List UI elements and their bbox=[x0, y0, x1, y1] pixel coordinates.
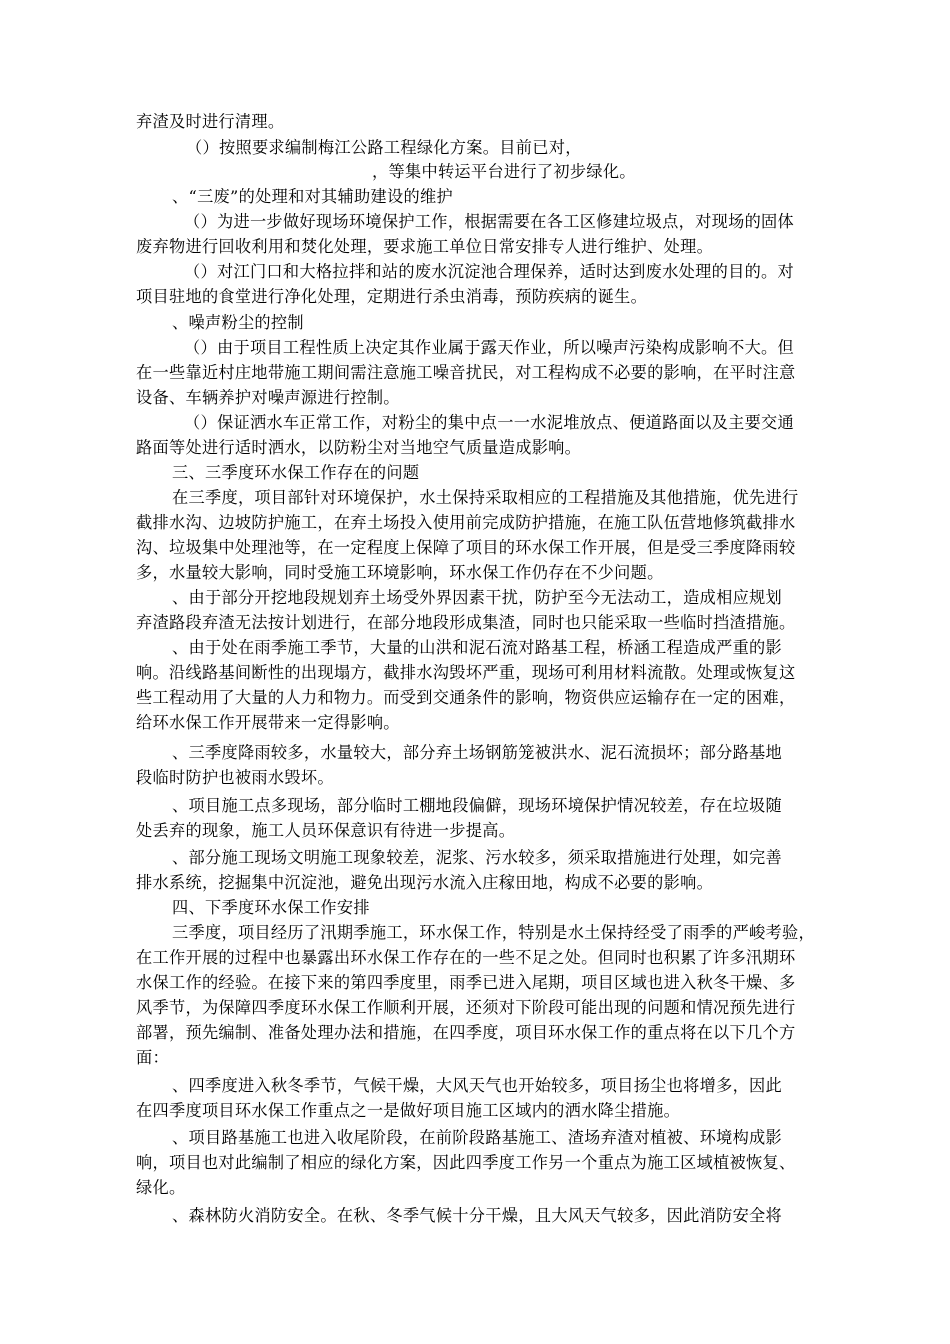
text-line: 、部分施工现场文明施工现象较差，泥浆、污水较多，须采取措施进行处理，如完善 bbox=[172, 848, 783, 867]
section-heading: 、噪声粉尘的控制 bbox=[172, 313, 304, 332]
text-line: 、由于部分开挖地段规划弃土场受外界因素干扰，防护至今无法动工，造成相应规划 bbox=[172, 588, 783, 607]
text-line: 些工程动用了大量的人力和物力。而受到交通条件的影响，物资供应运输存在一定的困难， bbox=[136, 688, 796, 707]
text-line: 路面等处进行适时洒水，以防粉尘对当地空气质量造成影响。 bbox=[136, 438, 582, 457]
section-heading: 三、三季度环水保工作存在的问题 bbox=[172, 463, 420, 482]
text-line: 在一些靠近村庄地带施工期间需注意施工噪音扰民，对工程构成不必要的影响，在平时注意 bbox=[136, 363, 796, 382]
text-line: 、森林防火消防安全。在秋、冬季气候十分干燥，且大风天气较多，因此消防安全将 bbox=[172, 1206, 783, 1225]
text-line: 弃渣路段弃渣无法按计划进行，在部分地段形成集渣，同时也只能采取一些临时挡渣措施。 bbox=[136, 613, 796, 632]
text-line: 处丢弃的现象，施工人员环保意识有待进一步提高。 bbox=[136, 821, 516, 840]
text-line: 沟、垃圾集中处理池等，在一定程度上保障了项目的环水保工作开展，但是受三季度降雨较 bbox=[136, 538, 796, 557]
text-line: 风季节，为保障四季度环水保工作顺利开展，还须对下阶段可能出现的问题和情况预先进行 bbox=[136, 998, 796, 1017]
text-line: 在工作开展的过程中也暴露出环水保工作存在的一些不足之处。但同时也积累了许多汛期环 bbox=[136, 948, 796, 967]
text-line: 响，项目也对此编制了相应的绿化方案，因此四季度工作另一个重点为施工区域植被恢复、 bbox=[136, 1153, 796, 1172]
text-line: 多，水量较大影响，同时受施工环境影响，环水保工作仍存在不少问题。 bbox=[136, 563, 664, 582]
text-line: （）由于项目工程性质上决定其作业属于露天作业，所以噪声污染构成影响不大。但 bbox=[184, 338, 795, 357]
text-line: 在三季度，项目部针对环境保护，水土保持采取相应的工程措施及其他措施，优先进行 bbox=[172, 488, 799, 507]
text-line: 部署，预先编制、准备处理办法和措施，在四季度，项目环水保工作的重点将在以下几个方 bbox=[136, 1023, 796, 1042]
text-line: 、三季度降雨较多，水量较大，部分弃土场钢筋笼被洪水、泥石流损坏；部分路基地 bbox=[172, 743, 783, 762]
text-line: 弃渣及时进行清理。 bbox=[136, 112, 285, 131]
text-line: 给环水保工作开展带来一定得影响。 bbox=[136, 713, 400, 732]
text-line: 响。沿线路基间断性的出现塌方，截排水沟毁坏严重，现场可利用材料流散。处理或恢复这 bbox=[136, 663, 796, 682]
text-line: 排水系统，挖掘集中沉淀池，避免出现污水流入庄稼田地，构成不必要的影响。 bbox=[136, 873, 714, 892]
text-line: 、由于处在雨季施工季节，大量的山洪和泥石流对路基工程，桥涵工程造成严重的影 bbox=[172, 638, 783, 657]
text-line: 设备、车辆养护对噪声源进行控制。 bbox=[136, 388, 400, 407]
section-heading: 、“三废”的处理和对其辅助建设的维护 bbox=[172, 187, 453, 206]
text-line: 三季度，项目经历了汛期季施工，环水保工作，特别是水土保持经受了雨季的严峻考验， bbox=[172, 923, 816, 942]
section-heading: 四、下季度环水保工作安排 bbox=[172, 898, 370, 917]
text-line: 废弃物进行回收利用和焚化处理，要求施工单位日常安排专人进行维护、处理。 bbox=[136, 237, 714, 256]
text-line: （）对江门口和大格拉拌和站的废水沉淀池合理保养，适时达到废水处理的目的。对 bbox=[184, 262, 795, 281]
text-line: （）为进一步做好现场环境保护工作，根据需要在各工区修建垃圾点，对现场的固体 bbox=[184, 212, 795, 231]
text-line: ，等集中转运平台进行了初步绿化。 bbox=[372, 162, 636, 181]
text-line: （）按照要求编制梅江公路工程绿化方案。目前已对， bbox=[186, 138, 582, 157]
text-line: 面： bbox=[136, 1048, 169, 1067]
text-line: 、项目施工点多现场，部分临时工棚地段偏僻，现场环境保护情况较差，存在垃圾随 bbox=[172, 796, 783, 815]
text-line: 水保工作的经验。在接下来的第四季度里，雨季已进入尾期，项目区域也进入秋冬干燥、多 bbox=[136, 973, 796, 992]
text-line: （）保证洒水车正常工作，对粉尘的集中点一一水泥堆放点、便道路面以及主要交通 bbox=[184, 413, 795, 432]
text-line: 截排水沟、边坡防护施工，在弃土场投入使用前完成防护措施，在施工队伍营地修筑截排水 bbox=[136, 513, 796, 532]
text-line: 段临时防护也被雨水毁坏。 bbox=[136, 768, 334, 787]
text-line: 、四季度进入秋冬季节，气候干燥，大风天气也开始较多，项目扬尘也将增多，因此 bbox=[172, 1076, 783, 1095]
text-line: 绿化。 bbox=[136, 1178, 186, 1197]
text-line: 在四季度项目环水保工作重点之一是做好项目施工区域内的洒水降尘措施。 bbox=[136, 1101, 681, 1120]
text-line: 项目驻地的食堂进行净化处理，定期进行杀虫消毒，预防疾病的诞生。 bbox=[136, 287, 648, 306]
text-line: 、项目路基施工也进入收尾阶段，在前阶段路基施工、渣场弃渣对植被、环境构成影 bbox=[172, 1128, 783, 1147]
